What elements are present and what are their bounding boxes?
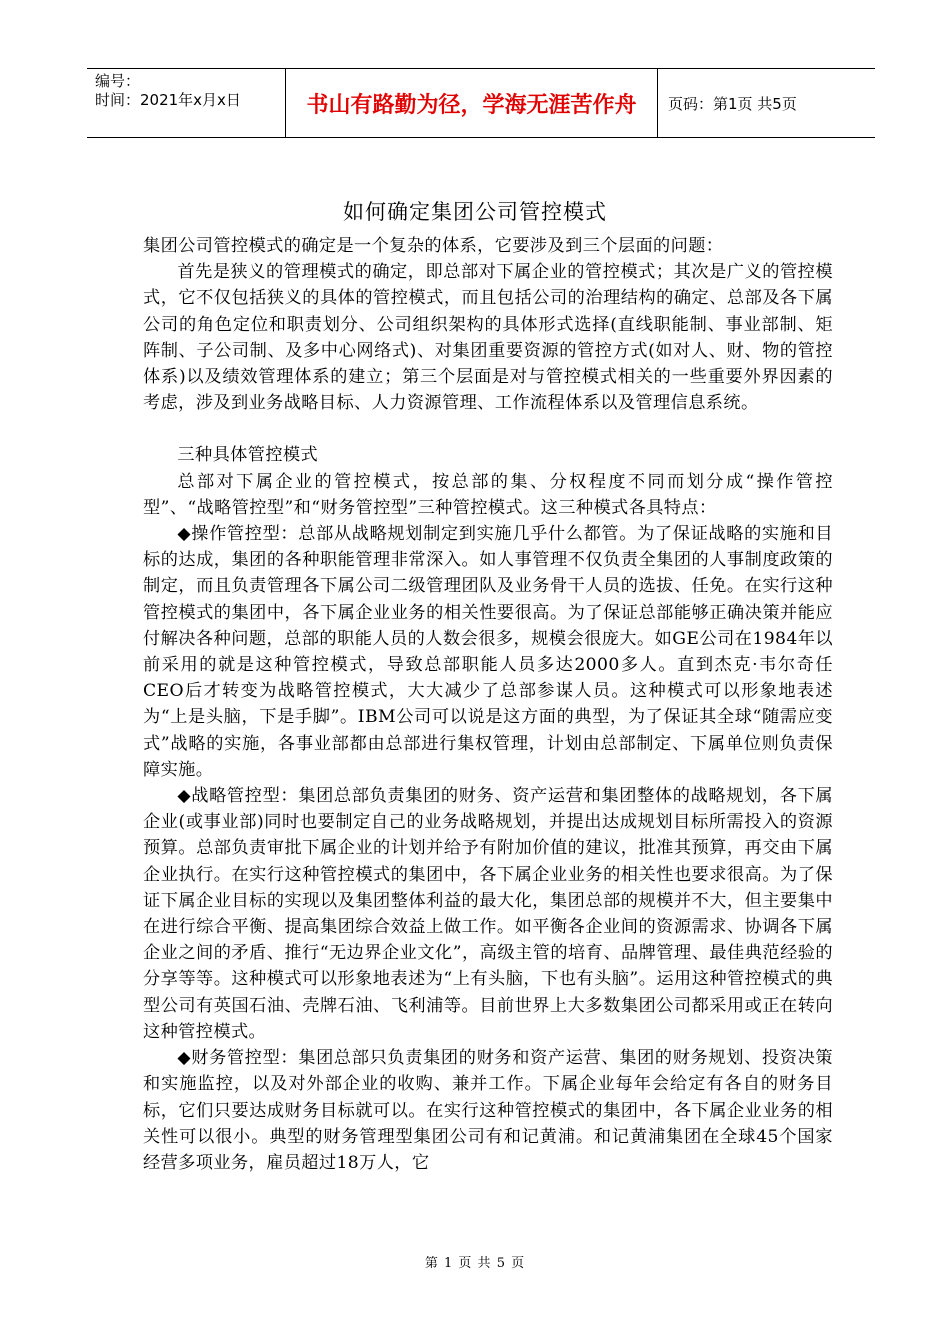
paragraph-strategic-control: ◆战略管控型：集团总部负责集团的财务、资产运营和集团整体的战略规划，各下属企业(或事业部)同时也要制定自己的业务战略规划，并提出达成规划目标所需投入的资源预算。总部负责审批下属企业的计划并给予有附加价值的建议，批准其预算，再交由下属企业执行。在实行这种管控模式的集团中，各下属企业业务的相关性也要求很高。为了保证下属企业目标的实现以及集团整体利益的最大化，集团总部的规模并不大，但主要集中在进行综合平衡、提高集团综合效益上做工作。如平衡各企业间的资源需求、协调各下属企业之间的矛盾、推行“无边界企业文化”，高级主管的培育、品牌管理、最佳典范经验的分享等等。这种模式可以形象地表述为“上有头脑，下也有头脑”。运用这种管控模式的典型公司有英国石油、壳牌石油、飞利浦等。目前世界上大多数集团公司都采用或正在转向这种管控模式。 (143, 786, 833, 1042)
section-heading: 三种具体管控模式 (177, 445, 319, 466)
header-motto-cell (285, 69, 658, 137)
paragraph-operational-control: ◆操作管控型：总部从战略规划制定到实施几乎什么都管。为了保证战略的实施和目标的达成，集团的各种职能管理非常深入。如人事管理不仅负责全集团的人事制度政策的制定，而且负责管理各下属公司二级管理团队及业务骨干人员的选拔、任免。在实行这种管控模式的集团中，各下属企业业务的相关性要很高。为了保证总部能够正确决策并能应付解决各种问题，总部的职能人员的人数会很多，规模会很庞大。如GE公司在1984年以前采用的就是这种管控模式，导致总部职能人员多达2000多人。直到杰克·韦尔奇任CEO后才转变为战略管控模式，大大减少了总部参谋人员。这种模式可以形象地表述为“上是头脑，下是手脚”。IBM公司可以说是这方面的典型，为了保证其全球“随需应变式”战略的实施，各事业部都由总部进行集权管理，计划由总部制定、下属单位则负责保障实施。 (143, 524, 833, 780)
header-page-info: 页码：第1页 共5页 (668, 94, 797, 113)
document-title: 如何确定集团公司管控模式 (343, 200, 607, 224)
document-number: 编号： (95, 72, 141, 90)
header-meta (87, 69, 285, 137)
header-motto: 书山有路勤为径，学海无涯苦作舟 (306, 92, 637, 118)
paragraph: 首先是狭义的管理模式的确定，即总部对下属企业的管控模式；其次是广义的管控模式，它不仅包括狭义的具体的管控模式，而且包括公司的治理结构的确定、总部及各下属公司的角色定位和职责划分、公司组织架构的具体形式选择(直线职能制、事业部制、矩阵制、子公司制、及多中心网络式)、对集团重要资源的管控方式(如对人、财、物的管控体系)以及绩效管理体系的建立；第三个层面是对与管控模式相关的一些重要外界因素的考虑，涉及到业务战略目标、人力资源管理、工作流程体系以及管理信息系统。 (143, 262, 833, 414)
paragraph: 总部对下属企业的管控模式，按总部的集、分权程度不同而划分成“操作管控型”、“战略管控型”和“财务管控型”三种管控模式。这三种模式各具特点： (143, 471, 833, 518)
paragraph-intro: 集团公司管控模式的确定是一个复杂的体系，它要涉及到三个层面的问题： (143, 236, 724, 256)
paragraph-gap (143, 416, 833, 442)
document-time: 时间：2021年x月x日 (95, 91, 241, 109)
document-body (143, 233, 833, 1176)
paragraph-financial-control: ◆财务管控型：集团总部只负责集团的财务和资产运营、集团的财务规划、投资决策和实施监控，以及对外部企业的收购、兼并工作。下属企业每年会给定有各自的财务目标，它们只要达成财务目标就可以。在实行这种管控模式的集团中，各下属企业业务的相关性可以很小。典型的财务管理型集团公司有和记黄浦。和记黄浦集团在全球45个国家经营多项业务，雇员超过18万人，它 (143, 1048, 833, 1173)
page-footer: 第 1 页 共 5 页 (424, 1256, 526, 1271)
page-header (87, 68, 875, 138)
